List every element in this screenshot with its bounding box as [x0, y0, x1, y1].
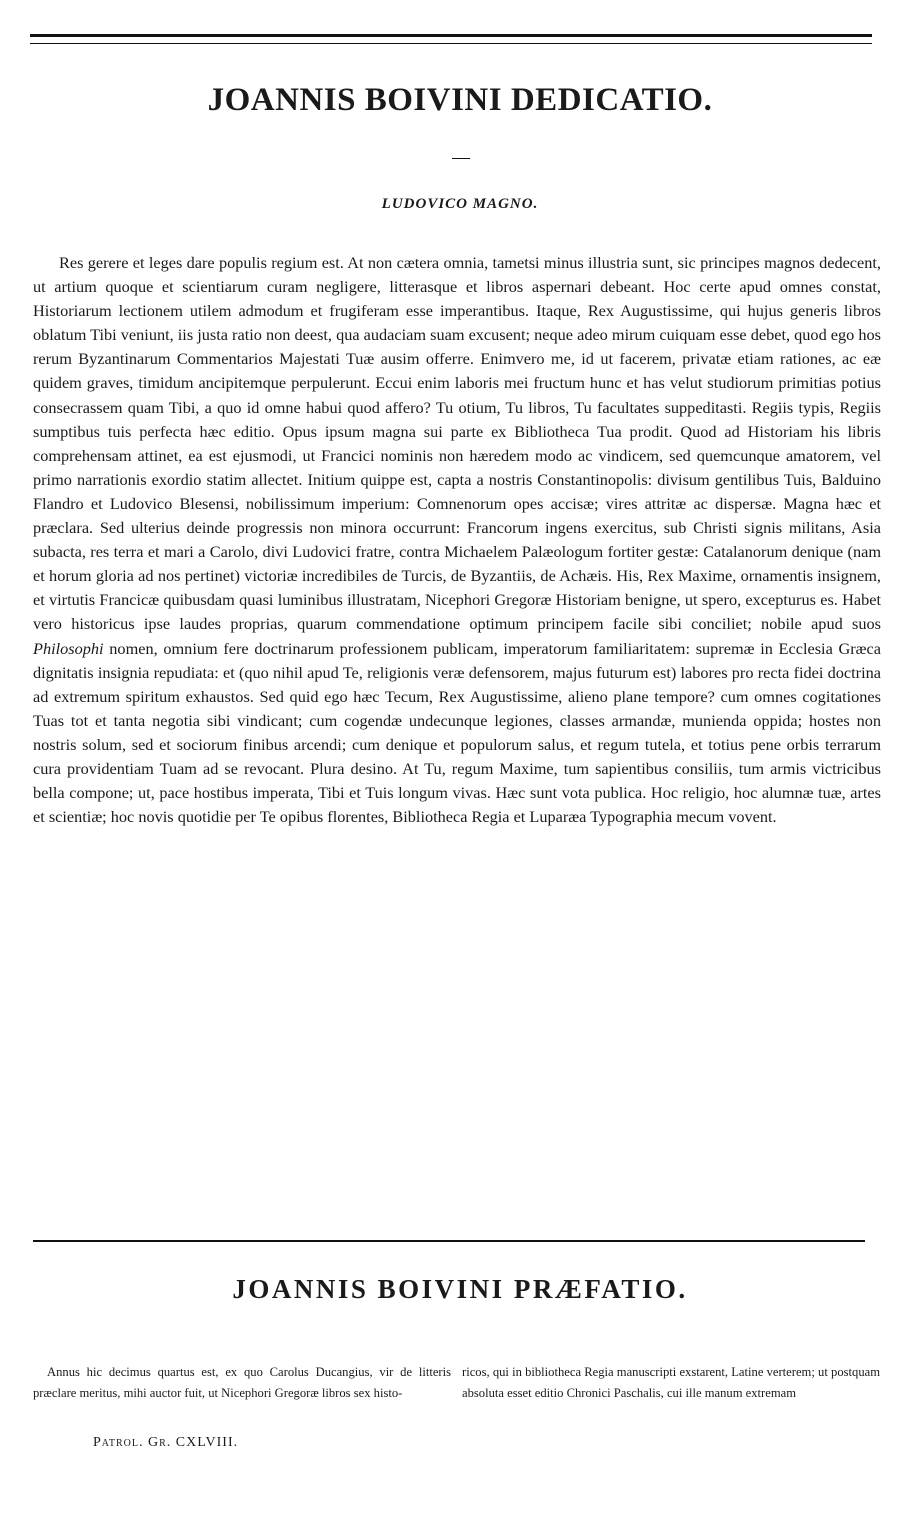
dedication-body	[33, 251, 881, 829]
preface-right-text: ricos, qui in bibliotheca Regia manuscripti exstarent, Latine verterem; ut postquam absoluta esset editio Chronici Paschalis, cui ille manum extremam	[462, 1365, 880, 1400]
dedication-addressee: LUDOVICO MAGNO.	[381, 196, 539, 212]
preface-left-column	[33, 1362, 451, 1403]
dedication-paragraph	[33, 251, 881, 829]
dedication-title: JOANNIS BOIVINI DEDICATIO.	[207, 82, 713, 118]
title-separator-dash	[452, 158, 470, 159]
dedication-text-end: nomen, omnium fere doctrinarum professionem publicam, imperatorum familiaritatem: supremæ in Ecclesia Græca dignitatis insignia repudiata: et (quo nihil apud Te, religionis veræ defensorem, majus futurum est) labores pro recta fidei doctrina ad extremum spiritum exhaustos. Sed quid ego hæc Tecum, Rex Augustissime, alieno plane tempore? cum omnes cogitationes Tuas tot et tanta negotia sibi vindicant; cum cogendæ undecunque legiones, classes armandæ, munienda oppida; hostes non nostris solum, sed et sociorum finibus arcendi; cum denique et populorum salus, et regum tutela, et totius pene orbis terrarum cura providentiam Tuam ad se revocant. Plura desino. At Tu, regum Maxime, tum sapientibus consiliis, tum armis victricibus bella compone; ut, pace hostibus imperata, Tibi et Tuis longum vivas. Hæc sunt vota publica. Hoc religio, hoc alumnæ tuæ, artes et scientiæ; hoc novis quotidie per Te opibus florentes, Bibliotheca Regia et Luparæa Typographia mecum vovent.	[33, 638, 881, 827]
preface-right-column	[462, 1362, 880, 1403]
preface-left-text: Annus hic decimus quartus est, ex quo Carolus Ducangius, vir de litteris præclare meritus, mihi auctor fuit, ut Nicephori Gregoræ libros sex histo-	[33, 1365, 451, 1400]
dedication-text: Res gerere et leges dare populis regium est. At non cætera omnia, tametsi minus illustria sunt, sic principes magnos dedecent, ut artium quoque et scientiarum curam negligere, litterasque et libros aspernari debeant. Hoc certe apud omnes constat, Historiarum lectionem utilem admodum et frugiferam esse imperantibus. Itaque, Rex Augustissime, qui hujus generis libros oblatum Tibi veniunt, iis justa ratio non deest, qua audaciam suam excusent; neque adeo mirum cuiquam esse debet, quod ego hos rerum Byzantinarum Commentarios Majestati Tuæ ausim offerre. Enimvero me, id ut facerem, privatæ etiam rationes, ac eæ quidem graves, timidum ancipitemque perpulerunt. Eccui enim laboris mei fructum hunc et has velut studiorum primitias potius consecrassem quam Tibi, a quo id omne habui quod affero? Tu otium, Tu libros, Tu facultates suppeditasti. Regiis typis, Regiis sumptibus tuis perfecta hæc editio. Opus ipsum magna sui parte ex Bibliotheca Tua prodit. Quod ad Historiam his libris comprehensam attinet, ea est ejusmodi, ut Francici nominis non hæredem modo ac vindicem, sed quemcunque amatorem, vel primo narrationis exordio statim allectet. Initium quippe est, capta a nostris Constantinopolis: divisum gentilibus Tuis, Balduino Flandro et Ludovico Blesensi, nobilissimum imperium: Comnenorum opes accisæ; vires attritæ ac dispersæ. Magna hæc et præclara. Sed ulterius deinde progressis non minora occurrunt: Francorum ingens exercitus, sub Christi signis militans, Asia subacta, res terra et mari a Carolo, divi Ludovici fratre, contra Michaelem Palæologum fortiter gestæ: Catalanorum denique (nam et horum gloria ad nos pertinet) victoriæ incredibiles de Turcis, de Byzantiis, de Achæis. His, Rex Maxime, ornamentis insignem, et virtutis Francicæ quibusdam quasi luminibus illustratam, Nicephori Gregoræ Historiam benigne, ut spero, excepturus es. Habet vero historicus ipse laudes proprias, quarum commendatione optimum principem facile sibi conciliet; nobile apud suos	[33, 253, 881, 634]
dedication-italic-word: Philosophi	[33, 638, 104, 658]
preface-title: JOANNIS BOIVINI PRÆFATIO.	[232, 1274, 688, 1304]
section-divider-rule	[33, 1240, 865, 1242]
top-double-rule	[30, 34, 872, 44]
page-footer-signature: Patrol. Gr. CXLVIII.	[93, 1435, 239, 1450]
